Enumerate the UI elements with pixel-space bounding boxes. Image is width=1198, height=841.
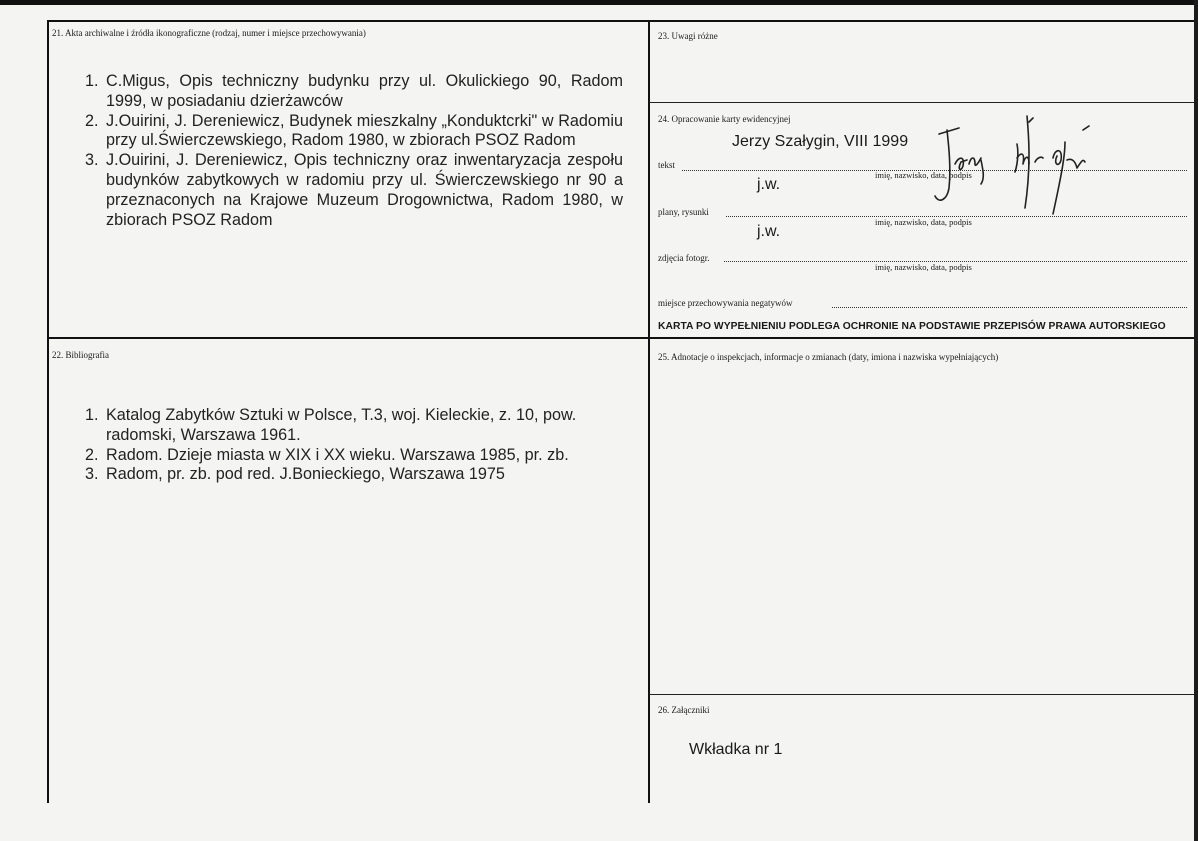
plany-value: j.w. [757, 176, 781, 193]
section-22-list [85, 406, 620, 485]
section-21-label: 21. Akta archiwalne i źródła ikonograficzne (rodzaj, numer i miejsce przechowywania) [52, 28, 366, 38]
zdjecia-label: zdjęcia fotogr. [658, 253, 710, 263]
plany-label: plany, rysunki [658, 207, 709, 217]
left-border [47, 20, 49, 803]
author-name: Jerzy Szałygin, VIII 1999 [732, 133, 909, 150]
section-22-label: 22. Bibliografia [52, 350, 109, 360]
section-25-label: 25. Adnotacje o inspekcjach, informacje o zmianach (daty, imiona i nazwiska wypełniających) [658, 352, 999, 362]
list-item: 2. J.Ouirini, J. Dereniewicz, Budynek mieszkalny „Konduktcrki" w Radomiu przy ul.Świerczewskiego, Radom 1980, w zbiorach PSOZ Radom [85, 111, 623, 150]
list-item: 1. C.Migus, Opis techniczny budynku przy ul. Okulickiego 90, Radom 1999, w posiadaniu dzierżawców [85, 72, 623, 110]
s25-s26-divider [649, 694, 1194, 695]
signature-image [925, 108, 1125, 220]
section-24-label: 24. Opracowanie karty ewidencyjnej [658, 114, 791, 124]
zdjecia-value: j.w. [757, 223, 781, 240]
zdjecia-sublabel: imię, nazwisko, data, podpis [875, 262, 972, 272]
section-23-label: 23. Uwagi różne [658, 31, 718, 41]
section-26-label: 26. Załączniki [658, 705, 710, 715]
attachment-value: Wkładka nr 1 [689, 741, 783, 758]
miejsce-label: miejsce przechowywania negatywów [658, 298, 793, 308]
copyright-notice: KARTA PO WYPEŁNIENIU PODLEGA OCHRONIE NA PODSTAWIE PRZEPISÓW PRAWA AUTORSKIEGO [658, 321, 1166, 332]
list-item: 3. J.Ouirini, J. Dereniewicz, Opis techniczny oraz inwentaryzacja zespołu budynków zabytkowych w radomiu przy ul. Świerczewskiego nr 90 a przeznaconych na Krajowe Muzeum Drogownictwa, Radom 1980, w zbiorach PSOZ Radom [85, 151, 623, 229]
scan-right-edge [1194, 0, 1198, 841]
s23-s24-divider [649, 102, 1194, 103]
center-divider [648, 20, 650, 803]
tekst-label: tekst [658, 160, 675, 170]
plany-sublabel: imię, nazwisko, data, podpis [875, 217, 972, 227]
list-item: 1. Katalog Zabytków Sztuki w Polsce, T.3, woj. Kieleckie, z. 10, pow. radomski, Warszawa 1961. [85, 406, 577, 444]
top-border [47, 20, 1194, 22]
section-21-list [85, 72, 623, 230]
scan-top-edge [0, 0, 1198, 5]
middle-divider [47, 337, 1194, 339]
tekst-sublabel: imię, nazwisko, data, podpis [875, 170, 972, 180]
miejsce-dotted-line [832, 307, 1187, 308]
list-item: 3. Radom, pr. zb. pod red. J.Bonieckiego, Warszawa 1975 [85, 465, 505, 484]
list-item: 2. Radom. Dzieje miasta w XIX i XX wieku. Warszawa 1985, pr. zb. [85, 445, 569, 464]
